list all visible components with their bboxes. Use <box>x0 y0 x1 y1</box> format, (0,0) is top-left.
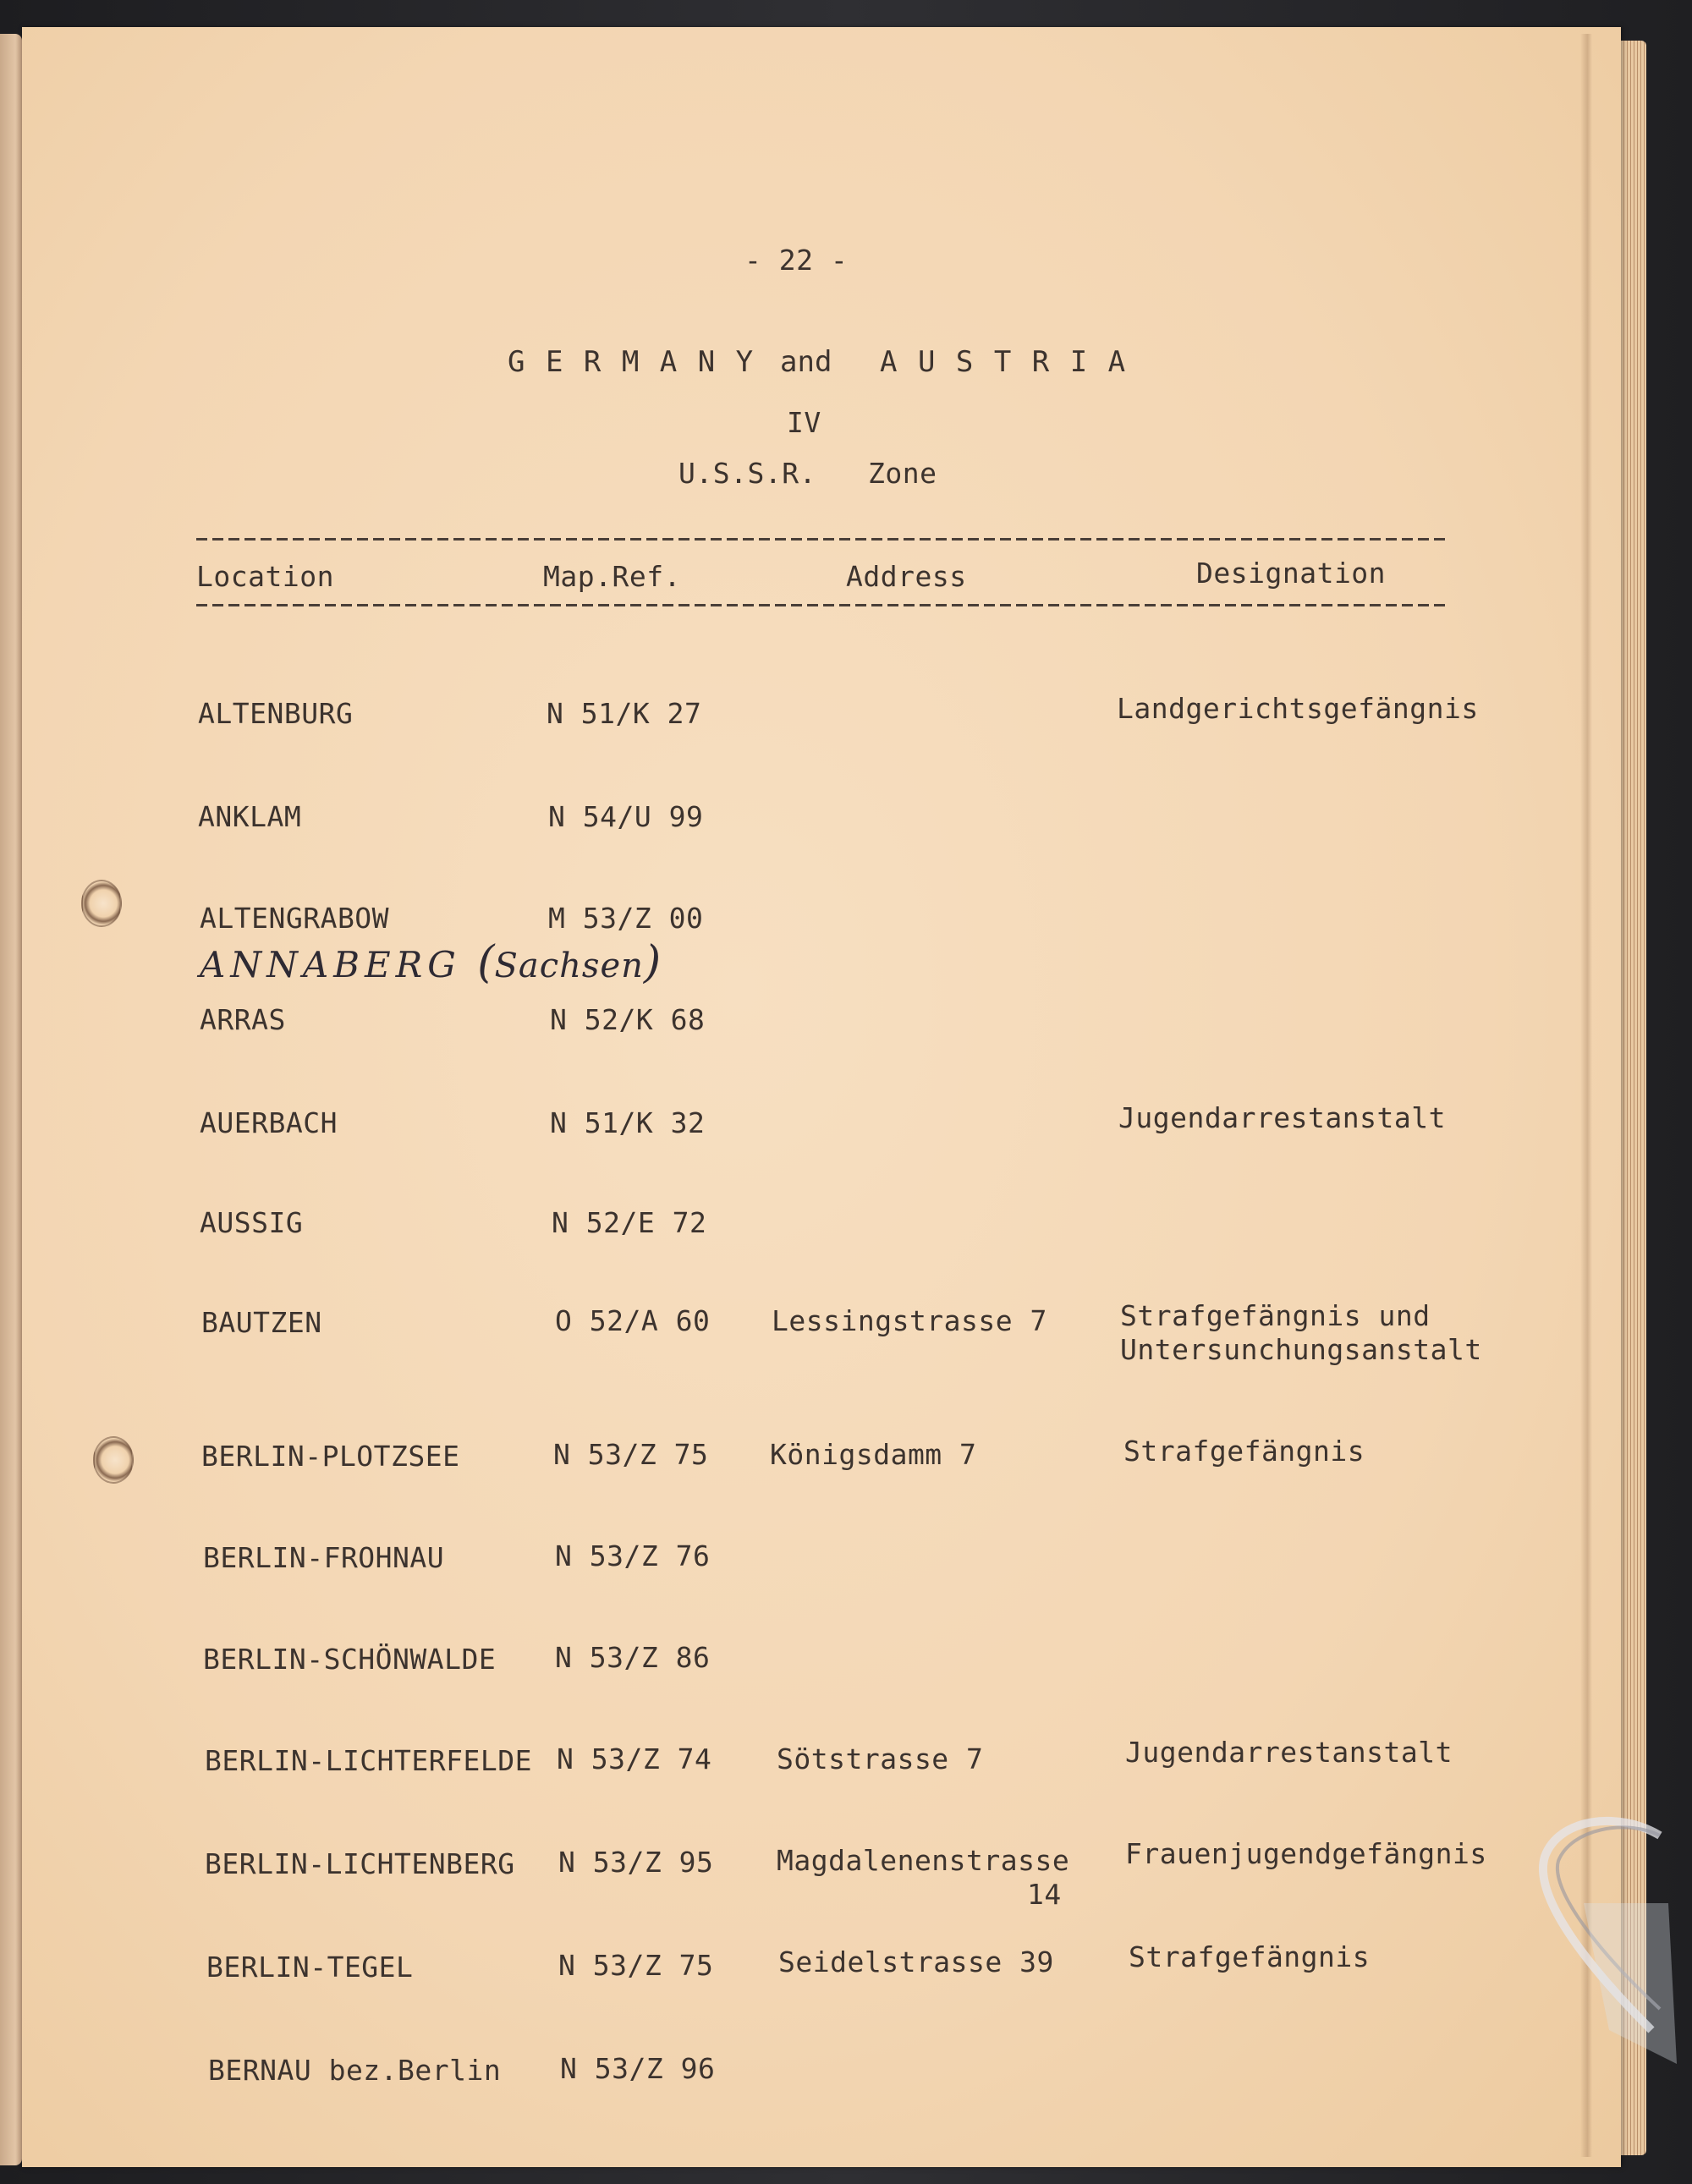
row-map-ref: N 52/E 72 <box>552 1206 707 1239</box>
row-designation: Frauenjugendgefängnis <box>1125 1837 1487 1870</box>
row-designation: Jugendarrestanstalt <box>1118 1101 1446 1134</box>
row-map-ref: N 53/Z 75 <box>553 1438 709 1471</box>
column-header-designation: Designation <box>1196 557 1387 590</box>
row-map-ref: N 54/U 99 <box>548 800 704 833</box>
zone-label: U.S.S.R. Zone <box>678 457 937 490</box>
handwritten-annotation <box>200 937 661 988</box>
row-location: BERLIN-TEGEL <box>206 1951 414 1984</box>
title-germany: G E R M A N Y <box>508 345 755 379</box>
handwritten-paren-close: ) <box>643 937 662 988</box>
row-address: Magdalenenstrasse <box>777 1844 1070 1877</box>
paper-clip <box>1533 1810 1677 2064</box>
row-address: Lessingstrasse 7 <box>772 1304 1047 1337</box>
row-location: BERLIN-FROHNAU <box>203 1541 445 1574</box>
title-and: and <box>780 345 832 379</box>
row-designation: Jugendarrestanstalt <box>1125 1736 1453 1769</box>
row-location: BERNAU bez.Berlin <box>208 2054 502 2087</box>
row-designation: Strafgefängnis <box>1129 1940 1371 1973</box>
column-header-address: Address <box>846 560 967 593</box>
row-map-ref: O 52/A 60 <box>555 1304 711 1337</box>
punch-hole-bottom <box>93 1436 134 1484</box>
row-location: ALTENBURG <box>198 697 354 730</box>
row-designation: Strafgefängnis und <box>1120 1299 1431 1332</box>
row-address: Königsdamm 7 <box>770 1438 977 1471</box>
row-address: Sötstrasse 7 <box>777 1742 984 1775</box>
row-map-ref: N 51/K 27 <box>547 697 702 730</box>
row-location: BERLIN-PLOTZSEE <box>201 1440 460 1473</box>
row-designation: Landgerichtsgefängnis <box>1117 692 1479 725</box>
handwritten-paren-open: ( <box>477 937 495 988</box>
row-designation-continued: Untersunchungsanstalt <box>1120 1333 1482 1366</box>
row-map-ref: N 51/K 32 <box>550 1106 706 1139</box>
row-location: ANKLAM <box>198 800 302 833</box>
row-map-ref: N 53/Z 95 <box>558 1846 714 1879</box>
row-map-ref: M 53/Z 00 <box>548 902 704 935</box>
left-page-edge <box>0 34 22 2165</box>
handwritten-word: ANNABERG <box>200 944 461 985</box>
handwritten-paren-word: Sachsen <box>494 947 644 985</box>
row-map-ref: N 53/Z 96 <box>560 2052 716 2085</box>
row-map-ref: N 53/Z 76 <box>555 1539 711 1572</box>
column-header-map-ref: Map.Ref. <box>543 560 681 593</box>
row-address: Seidelstrasse 39 <box>778 1945 1054 1978</box>
header-divider-top <box>196 538 1448 541</box>
row-designation: Strafgefängnis <box>1123 1435 1365 1468</box>
row-map-ref: N 53/Z 75 <box>558 1949 714 1982</box>
row-location: AUSSIG <box>200 1206 304 1239</box>
section-number: IV <box>787 406 821 439</box>
row-location: BAUTZEN <box>201 1306 322 1339</box>
row-location: BERLIN-LICHTERFELDE <box>205 1744 532 1777</box>
row-location: ALTENGRABOW <box>200 902 390 935</box>
column-header-location: Location <box>196 560 334 593</box>
title-austria: A U S T R I A <box>880 345 1128 379</box>
header-divider-bottom <box>196 604 1448 606</box>
row-map-ref: N 53/Z 74 <box>557 1742 712 1775</box>
row-map-ref: N 52/K 68 <box>550 1003 706 1036</box>
row-location: AUERBACH <box>200 1106 338 1139</box>
row-map-ref: N 53/Z 86 <box>555 1641 711 1674</box>
row-address-continued: 14 <box>1027 1878 1062 1911</box>
row-location: ARRAS <box>200 1003 286 1036</box>
row-location: BERLIN-LICHTENBERG <box>205 1847 515 1880</box>
punch-hole-top <box>81 880 122 927</box>
page-number: - 22 - <box>744 244 849 277</box>
row-location: BERLIN-SCHÖNWALDE <box>203 1643 497 1676</box>
